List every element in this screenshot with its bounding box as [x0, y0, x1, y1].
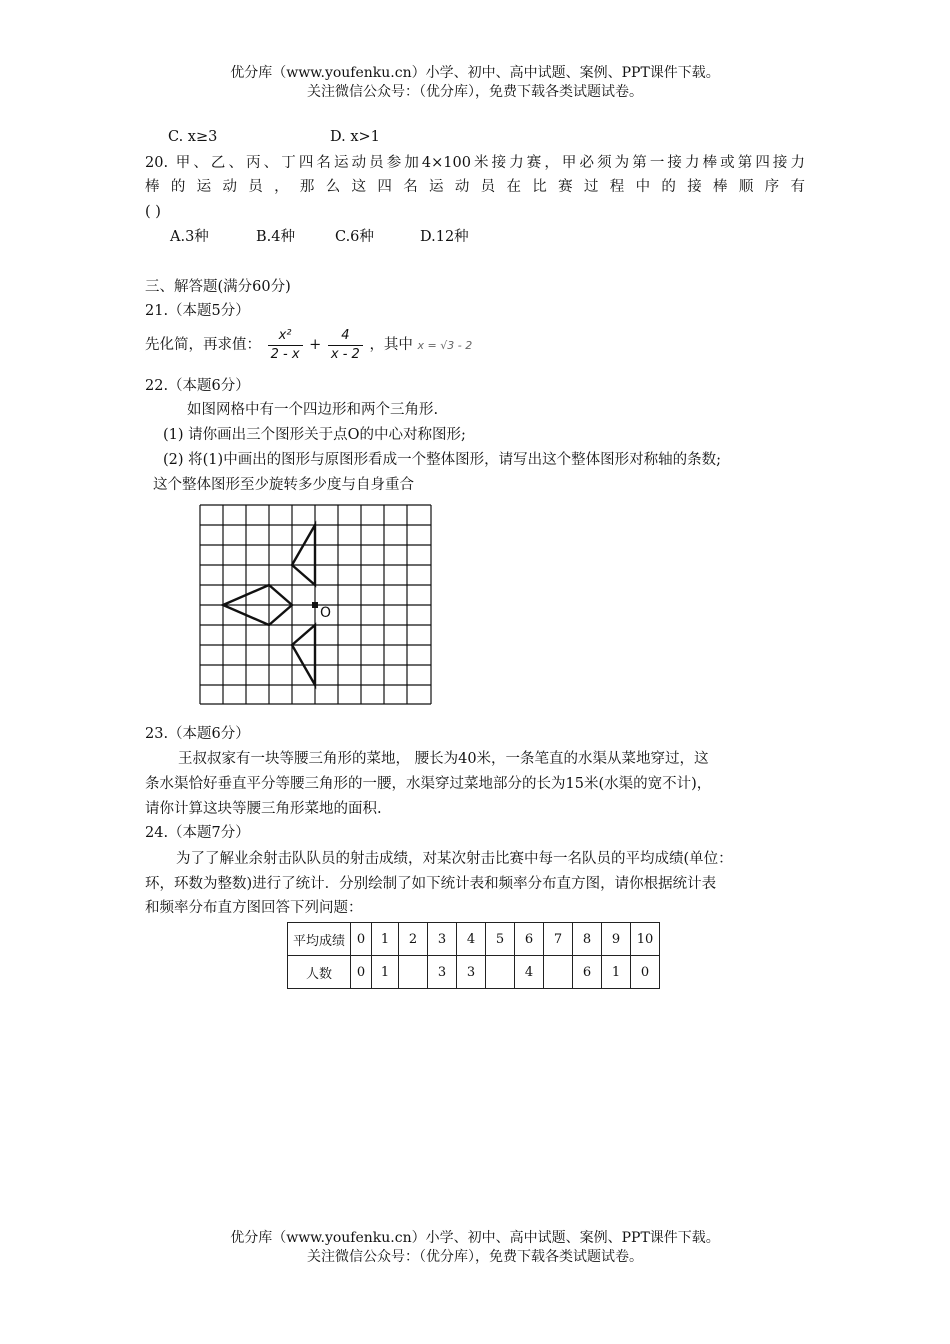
q21-value: x = √3 - 2 [417, 339, 473, 352]
table-cell: 2 [399, 923, 428, 956]
q24-line-2: 环，环数为整数)进行了统计．分别绘制了如下统计表和频率分布直方图，请你根据统计表 [145, 876, 717, 892]
footer-line-2: 关注微信公众号：（优分库），免费下载各类试题试卷。 [307, 1249, 643, 1265]
q21-expression [145, 325, 472, 366]
q19-option-d: D. x>1 [330, 129, 380, 145]
q20-option-c: C.6种 [335, 229, 374, 245]
q22-title: 22.（本题6分） [145, 378, 250, 394]
q23-title: 23.（本题6分） [145, 726, 250, 742]
q21-frac2-denominator: x - 2 [330, 346, 360, 362]
q20-line-2: 棒 的 运 动 员 ， 那 么 这 四 名 运 动 员 在 比 赛 过 程 中 的 接 棒 顺 序 有 [145, 179, 805, 195]
q21-fraction-2 [328, 327, 363, 364]
section-3-title: 三、解答题(满分60分) [145, 279, 291, 295]
table-cell: 0 [351, 956, 372, 989]
table-cell: 0 [351, 923, 372, 956]
q23-line-1: 王叔叔家有一块等腰三角形的菜地， 腰长为40米，一条笔直的水渠从菜地穿过，这 [178, 751, 709, 767]
center-point-o [312, 602, 318, 608]
table-cell: 5 [486, 923, 515, 956]
q20-answer-paren: ( ) [145, 204, 161, 220]
q22-intro: 如图网格中有一个四边形和两个三角形. [187, 402, 439, 418]
table-cell: 9 [602, 923, 631, 956]
table-cell: 6 [515, 923, 544, 956]
table-header-cell: 平均成绩 [288, 923, 351, 956]
table-cell: 4 [457, 923, 486, 956]
upper-triangle-shape [292, 525, 315, 585]
q23-line-3: 请你计算这块等腰三角形菜地的面积. [145, 801, 382, 817]
table-cell: 1 [372, 956, 399, 989]
table-cell [399, 956, 428, 989]
center-point-label: O [320, 605, 332, 621]
table-cell [486, 956, 515, 989]
q21-prefix: 先化简，再求值： [145, 337, 261, 353]
q22-part-2: (2) 将(1)中画出的图形与原图形看成一个整体图形，请写出这个整体图形对称轴的条数; [163, 452, 722, 468]
table-header-cell: 人数 [288, 956, 351, 989]
score-statistics-table [287, 922, 660, 989]
q23-line-2: 条水渠恰好垂直平分等腰三角形的一腰，水渠穿过菜地部分的长为15米(水渠的宽不计)， [145, 776, 712, 792]
table-cell: 3 [457, 956, 486, 989]
q21-suffix: ，其中 [369, 337, 413, 353]
table-cell: 4 [515, 956, 544, 989]
header-line-1: 优分库（www.youfenku.cn）小学、初中、高中试题、案例、PPT课件下载。 [230, 65, 720, 81]
q21-frac1-numerator: x² [268, 327, 303, 346]
q19-option-c: C. x≥3 [168, 129, 218, 145]
q21-title: 21.（本题5分） [145, 303, 250, 319]
table-cell: 1 [602, 956, 631, 989]
table-cell: 3 [428, 923, 457, 956]
table-cell: 7 [544, 923, 573, 956]
table-cell: 10 [631, 923, 660, 956]
table-cell: 1 [372, 923, 399, 956]
table-row-scores [288, 923, 660, 956]
table-cell: 0 [631, 956, 660, 989]
header-line-2: 关注微信公众号：（优分库），免费下载各类试题试卷。 [307, 84, 643, 100]
q22-part-3: 这个整体图形至少旋转多少度与自身重合 [153, 477, 414, 493]
q20-option-d: D.12种 [420, 229, 469, 245]
table-cell [544, 956, 573, 989]
q20-option-a: A.3种 [170, 229, 209, 245]
q20-option-b: B.4种 [256, 229, 295, 245]
q24-line-3: 和频率分布直方图回答下列问题： [145, 900, 363, 916]
q22-part-1: (1) 请你画出三个图形关于点O的中心对称图形; [163, 427, 466, 443]
lower-triangle-shape [292, 625, 315, 685]
q21-frac2-numerator: 4 [328, 327, 363, 346]
table-cell: 3 [428, 956, 457, 989]
table-row-counts [288, 956, 660, 989]
q21-frac1-denominator: 2 - x [270, 346, 300, 362]
q20-line-1: 20. 甲、乙、丙、丁四名运动员参加4×100米接力赛，甲必须为第一接力棒或第四接力 [145, 155, 805, 171]
table-cell: 6 [573, 956, 602, 989]
q21-plus: + [309, 337, 322, 353]
q21-fraction-1 [268, 327, 303, 364]
q24-title: 24.（本题7分） [145, 825, 250, 841]
q24-line-1: 为了了解业余射击队队员的射击成绩，对某次射击比赛中每一名队员的平均成绩(单位： [176, 851, 733, 867]
table-cell: 8 [573, 923, 602, 956]
footer-line-1: 优分库（www.youfenku.cn）小学、初中、高中试题、案例、PPT课件下载。 [230, 1230, 720, 1246]
q22-grid-figure [195, 500, 440, 710]
